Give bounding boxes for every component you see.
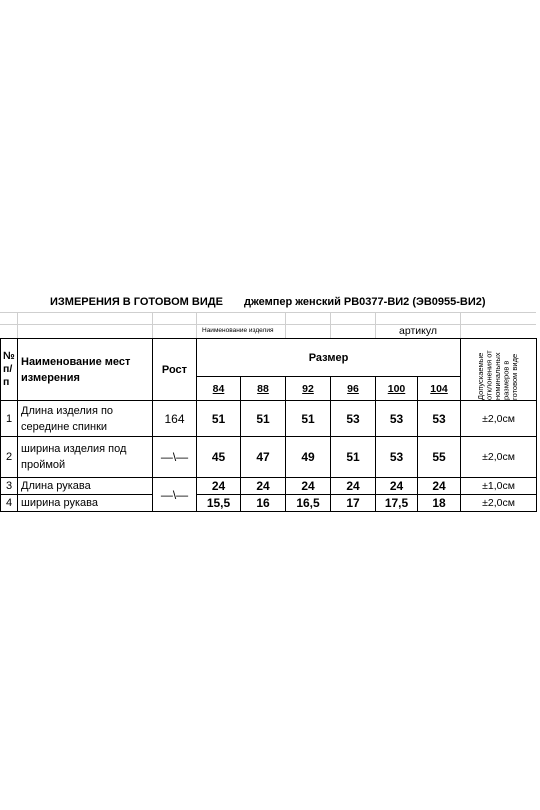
grid-line [375, 312, 376, 339]
row-tolerance: ±2,0см [461, 495, 537, 512]
grid-line [330, 312, 331, 339]
header-num: № п/п [1, 339, 18, 401]
row-value: 24 [418, 478, 461, 495]
row-value: 18 [418, 495, 461, 512]
row-value: 24 [331, 478, 376, 495]
row-value: 24 [197, 478, 241, 495]
spreadsheet-grid [0, 309, 536, 339]
table-row [1, 401, 537, 437]
row-rost: —\— [153, 437, 197, 478]
row-value: 53 [331, 401, 376, 437]
row-value: 55 [418, 437, 461, 478]
row-num: 1 [1, 401, 18, 437]
grid-line [285, 312, 286, 339]
table-row [1, 495, 537, 512]
row-value: 51 [197, 401, 241, 437]
row-value: 53 [418, 401, 461, 437]
measurement-table [0, 338, 537, 512]
row-value: 16,5 [286, 495, 331, 512]
row-tolerance: ±2,0см [461, 401, 537, 437]
row-rost: —\— [153, 478, 197, 512]
size-header: 92 [286, 377, 331, 401]
row-name: Длина изделия по середине спинки [18, 401, 153, 437]
header-razmer: Размер [197, 339, 461, 377]
row-name: Длина рукава [18, 478, 153, 495]
tolerance-vertical-text: Допускаемые отклонения от номинальных размеров в готовом виде [476, 349, 520, 400]
grid-line [152, 312, 153, 339]
item-name-label: Наименование изделия [202, 327, 274, 334]
row-value: 49 [286, 437, 331, 478]
row-num: 4 [1, 495, 18, 512]
table-header-row [1, 339, 537, 377]
row-rost: 164 [153, 401, 197, 437]
row-value: 24 [286, 478, 331, 495]
product-name: джемпер женский РВ0377-ВИ2 (ЭВ0955-ВИ2) [244, 296, 486, 308]
grid-line [0, 312, 536, 313]
row-value: 53 [376, 401, 418, 437]
grid-line [0, 324, 536, 325]
row-value: 45 [197, 437, 241, 478]
row-num: 2 [1, 437, 18, 478]
row-value: 51 [286, 401, 331, 437]
grid-line [196, 312, 197, 339]
table-row [1, 478, 537, 495]
row-value: 17 [331, 495, 376, 512]
grid-line [17, 312, 18, 339]
row-value: 47 [241, 437, 286, 478]
page-title [50, 296, 486, 308]
row-value: 53 [376, 437, 418, 478]
title-text: ИЗМЕРЕНИЯ В ГОТОВОМ ВИДЕ [50, 296, 223, 308]
row-name: ширина рукава [18, 495, 153, 512]
row-value: 24 [241, 478, 286, 495]
row-num: 3 [1, 478, 18, 495]
row-name: ширина изделия под проймой [18, 437, 153, 478]
header-rost: Рост [153, 339, 197, 401]
row-value: 16 [241, 495, 286, 512]
article-label: артикул [399, 325, 437, 337]
row-value: 24 [376, 478, 418, 495]
size-header: 96 [331, 377, 376, 401]
table-row [1, 437, 537, 478]
size-header: 104 [418, 377, 461, 401]
row-tolerance: ±1,0см [461, 478, 537, 495]
header-name: Наименование мест измерения [18, 339, 153, 401]
grid-line [460, 312, 461, 339]
row-value: 51 [331, 437, 376, 478]
row-value: 51 [241, 401, 286, 437]
size-header: 100 [376, 377, 418, 401]
header-tolerance [461, 339, 537, 401]
row-value: 15,5 [197, 495, 241, 512]
row-tolerance: ±2,0см [461, 437, 537, 478]
row-value: 17,5 [376, 495, 418, 512]
size-header: 84 [197, 377, 241, 401]
size-header: 88 [241, 377, 286, 401]
